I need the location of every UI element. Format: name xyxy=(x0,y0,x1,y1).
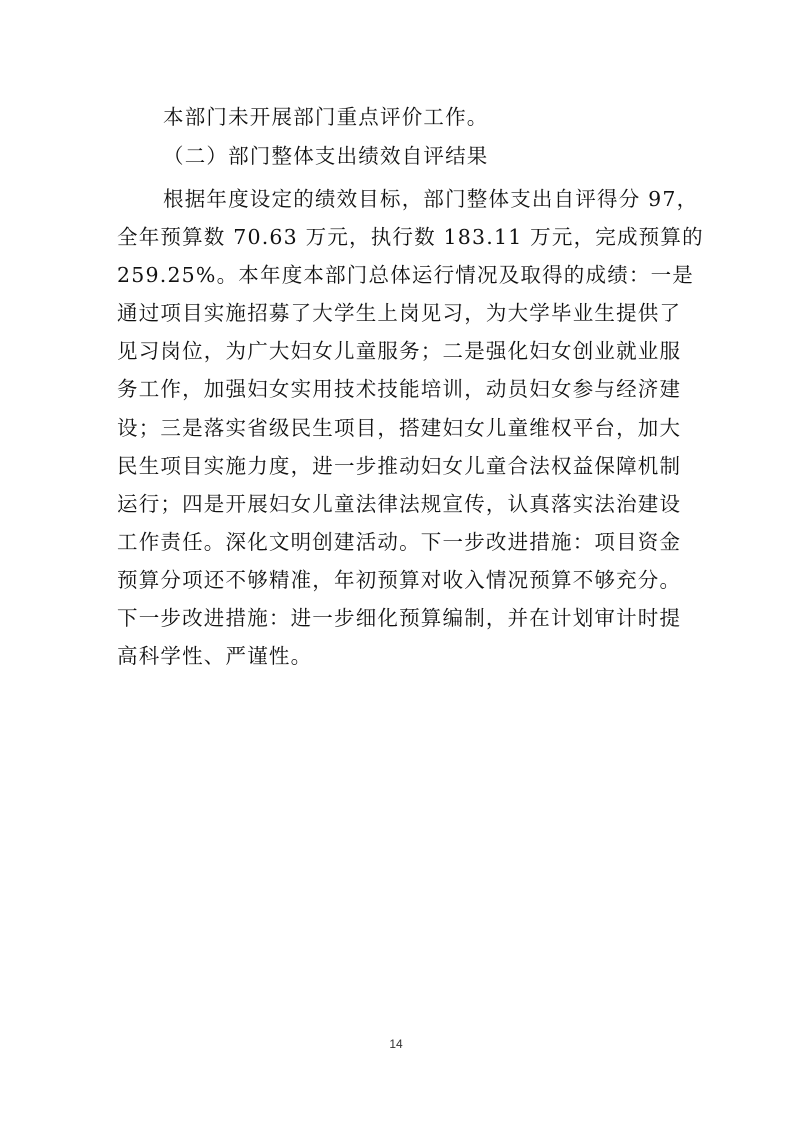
paragraph-line: 根据年度设定的绩效目标，部门整体支出自评得分 97， xyxy=(163,187,699,211)
paragraph-line: 预算分项还不够精准，年初预算对收入情况预算不够充分。 xyxy=(117,567,682,592)
paragraph-line: 全年预算数 70.63 万元，执行数 183.11 万元，完成预算的 xyxy=(117,225,704,250)
intro-line: 本部门未开展部门重点评价工作。 xyxy=(163,105,489,129)
page-number: 14 xyxy=(389,1037,403,1051)
paragraph-line: 下一步改进措施：进一步细化预算编制，并在计划审计时提 xyxy=(117,606,682,631)
paragraph-line: 通过项目实施招募了大学生上岗见习，为大学毕业生提供了 xyxy=(117,301,682,326)
paragraph-line: 设；三是落实省级民生项目，搭建妇女儿童维权平台，加大 xyxy=(117,415,682,440)
section-heading: （二）部门整体支出绩效自评结果 xyxy=(163,144,489,168)
paragraph-line: 民生项目实施力度，进一步推动妇女儿童合法权益保障机制 xyxy=(117,453,682,478)
paragraph-line: 工作责任。深化文明创建活动。下一步改进措施：项目资金 xyxy=(117,529,682,554)
paragraph-line: 见习岗位，为广大妇女儿童服务；二是强化妇女创业就业服 xyxy=(117,339,682,364)
paragraph-body xyxy=(117,180,704,675)
paragraph-line: 运行；四是开展妇女儿童法律法规宣传，认真落实法治建设 xyxy=(117,491,682,516)
paragraph-line: 高科学性、严谨性。 xyxy=(117,644,313,669)
paragraph-line: 务工作，加强妇女实用技术技能培训，动员妇女参与经济建 xyxy=(117,377,682,402)
paragraph-line: 259.25%。本年度本部门总体运行情况及取得的成绩：一是 xyxy=(117,263,695,288)
